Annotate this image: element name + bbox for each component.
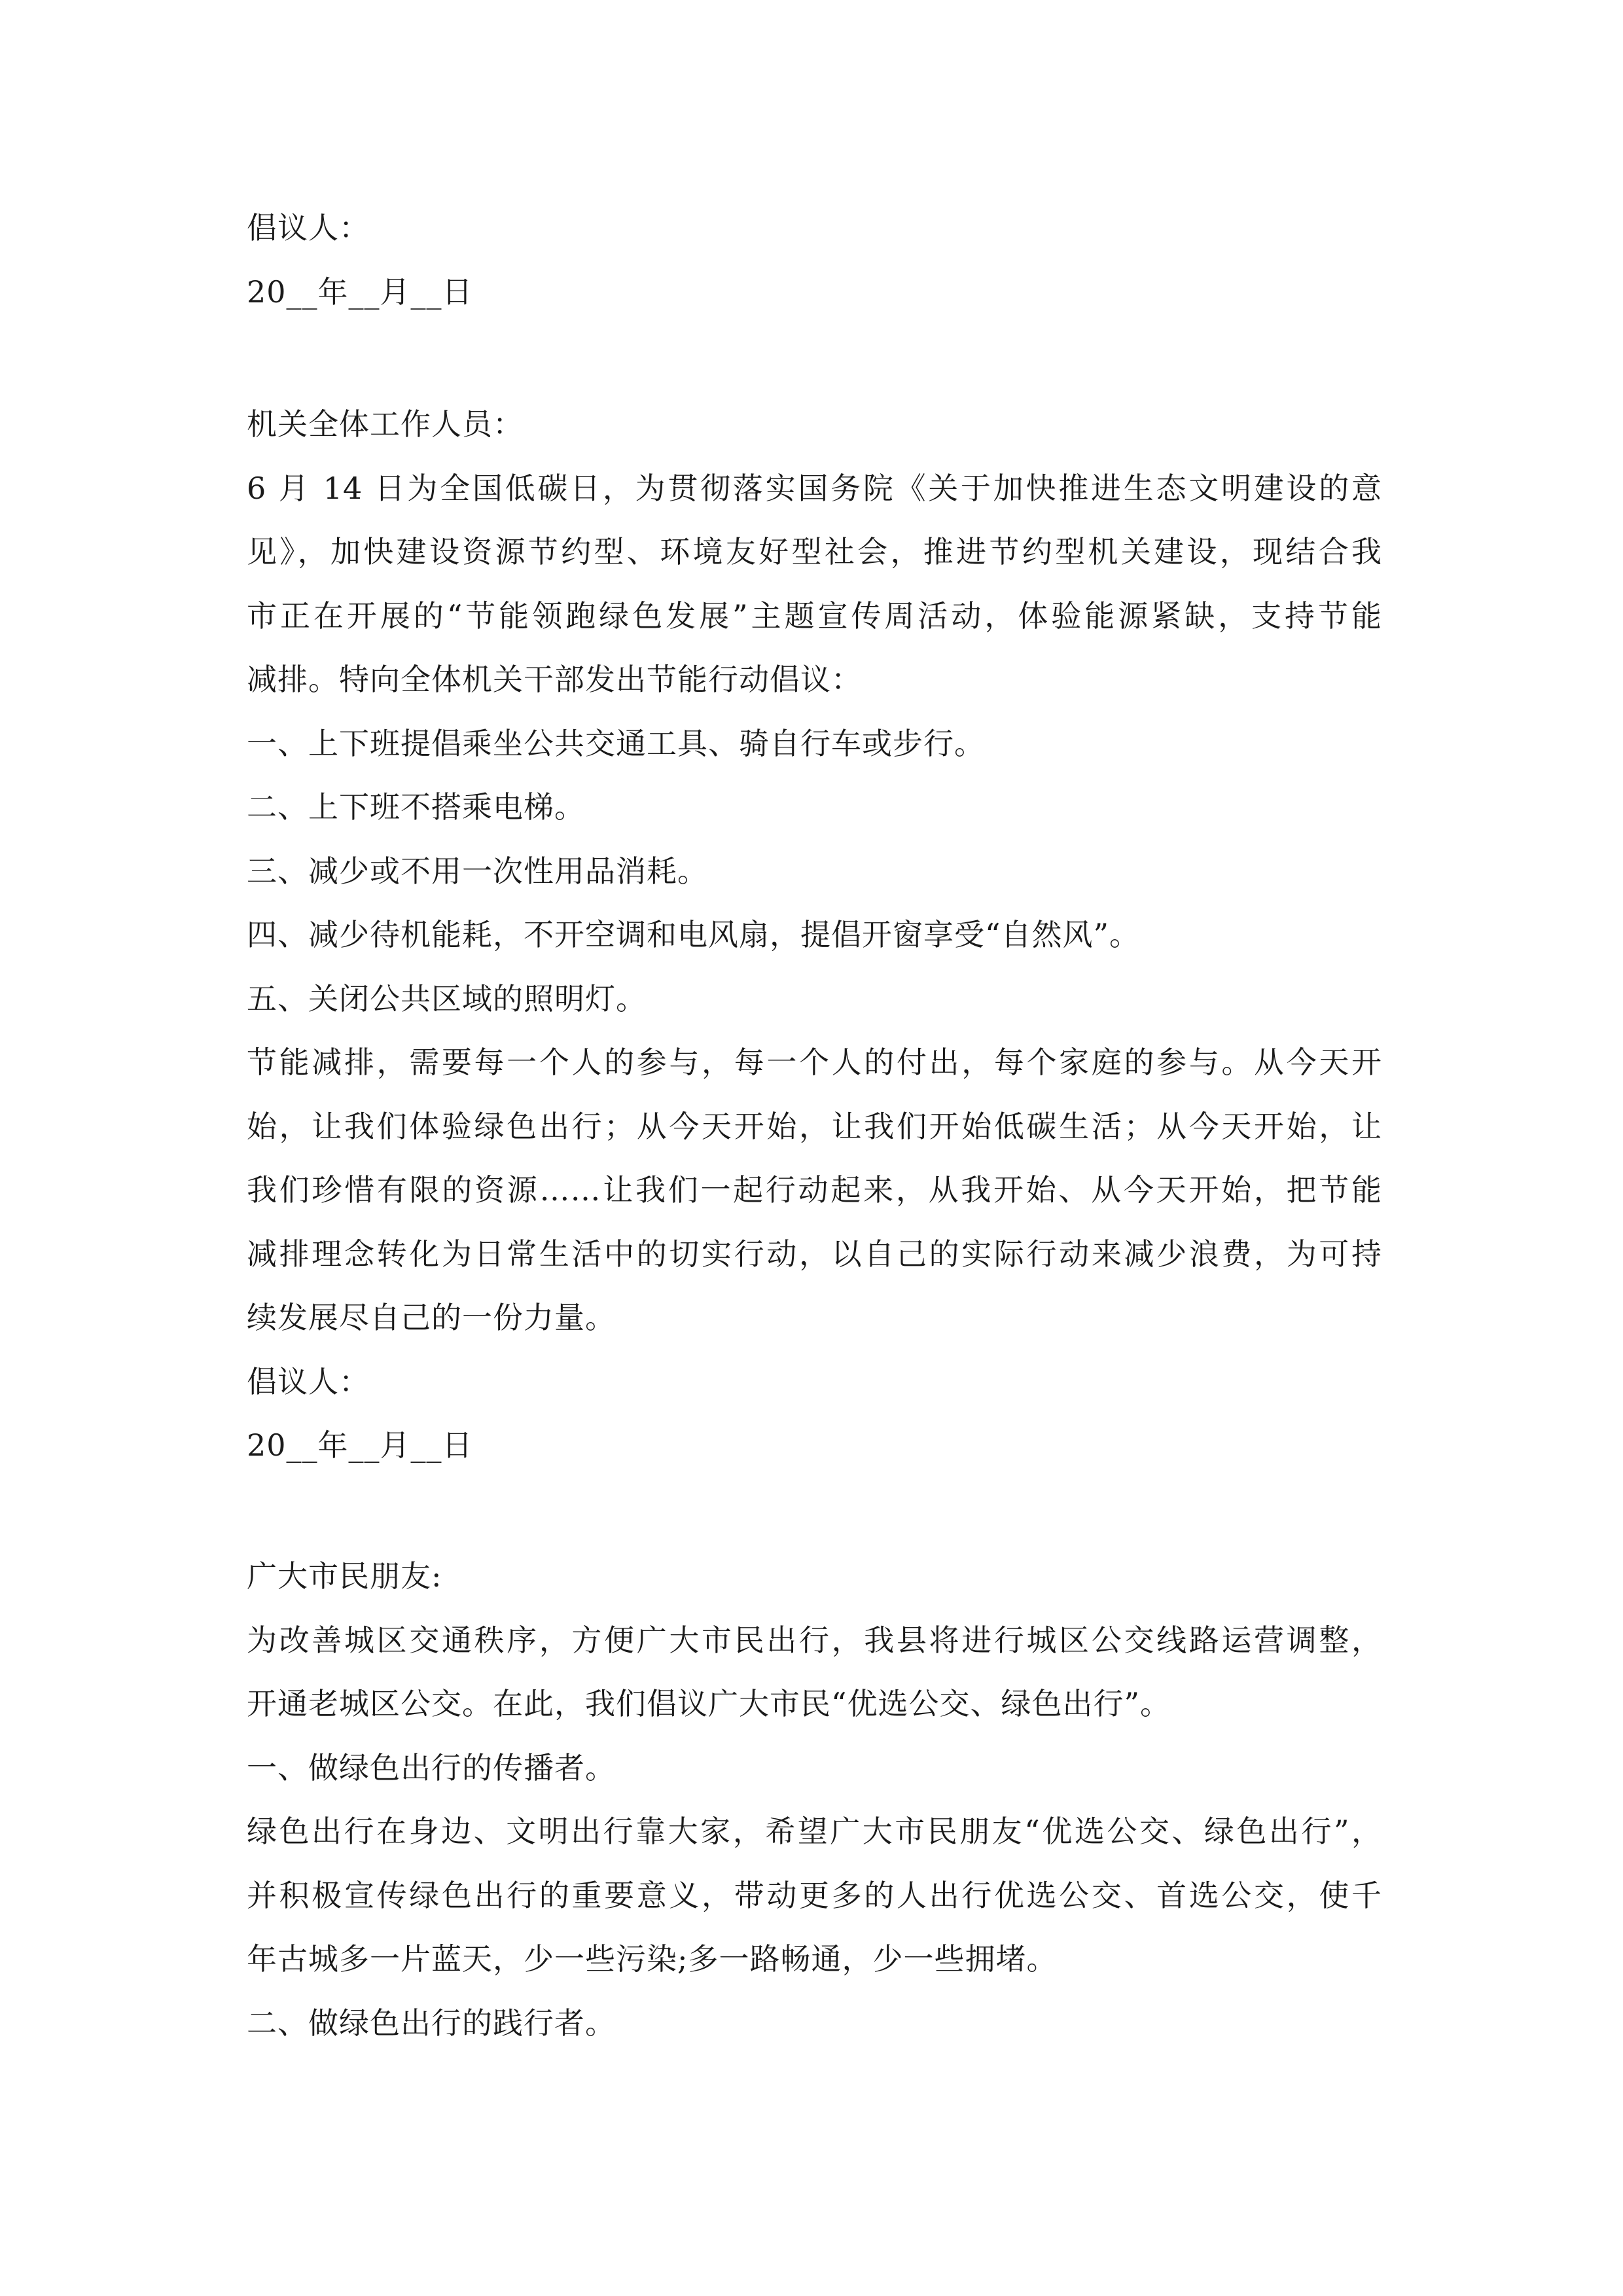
paragraph-line: 并积极宣传绿色出行的重要意义，带动更多的人出行优选公交、首选公交，使千 (247, 1877, 1382, 1913)
proposer-label: 倡议人： (247, 1363, 370, 1399)
list-item: 四、减少待机能耗，不开空调和电风扇，提倡开窗享受“自然风”。 (247, 917, 1141, 952)
paragraph-line: 减排理念转化为日常生活中的切实行动，以自己的实际行动来减少浪费，为可持 (247, 1236, 1382, 1272)
paragraph-line: 节能减排，需要每一个人的参与，每一个人的付出，每个家庭的参与。从今天开 (247, 1045, 1382, 1080)
salutation: 广大市民朋友: (247, 1558, 442, 1594)
paragraph-line: 减排。特向全体机关干部发出节能行动倡议： (247, 662, 862, 697)
paragraph-line: 市正在开展的“节能领跑绿色发展”主题宣传周活动，体验能源紧缺，支持节能 (247, 598, 1382, 634)
energy-saving-proposal (247, 393, 1382, 1478)
proposer-label: 倡议人： (247, 210, 370, 245)
paragraph-line: 续发展尽自己的一份力量。 (247, 1300, 616, 1335)
paragraph-line: 年古城多一片蓝天，少一些污染;多一路畅通，少一些拥堵。 (247, 1941, 1058, 1977)
proposer-signature-block (247, 196, 1382, 324)
date-line: 20__年__月__日 (247, 1427, 473, 1463)
list-item: 二、上下班不搭乘电梯。 (247, 789, 585, 825)
list-item: 二、做绿色出行的践行者。 (247, 2005, 616, 2041)
paragraph-line: 始，让我们体验绿色出行；从今天开始，让我们开始低碳生活；从今天开始，让 (247, 1108, 1382, 1144)
list-item: 一、上下班提倡乘坐公共交通工具、骑自行车或步行。 (247, 725, 985, 761)
list-item: 三、减少或不用一次性用品消耗。 (247, 853, 708, 889)
paragraph-line: 我们珍惜有限的资源……让我们一起行动起来，从我开始、从今天开始，把节能 (247, 1172, 1382, 1208)
paragraph-line: 见》，加快建设资源节约型、环境友好型社会，推进节约型机关建设，现结合我 (247, 534, 1382, 569)
salutation: 机关全体工作人员： (247, 406, 524, 442)
paragraph-line: 为改善城区交通秩序，方便广大市民出行，我县将进行城区公交线路运营调整， (247, 1622, 1382, 1658)
paragraph-line: 6 月 14 日为全国低碳日，为贯彻落实国务院《关于加快推进生态文明建设的意 (247, 470, 1382, 506)
list-item: 五、关闭公共区域的照明灯。 (247, 980, 647, 1016)
green-travel-proposal (247, 1545, 1382, 2055)
paragraph-line: 绿色出行在身边、文明出行靠大家，希望广大市民朋友“优选公交、绿色出行”， (247, 1814, 1382, 1849)
date-line: 20__年__月__日 (247, 274, 473, 310)
paragraph-line: 开通老城区公交。在此，我们倡议广大市民“优选公交、绿色出行”。 (247, 1686, 1171, 1721)
list-item: 一、做绿色出行的传播者。 (247, 1749, 616, 1785)
